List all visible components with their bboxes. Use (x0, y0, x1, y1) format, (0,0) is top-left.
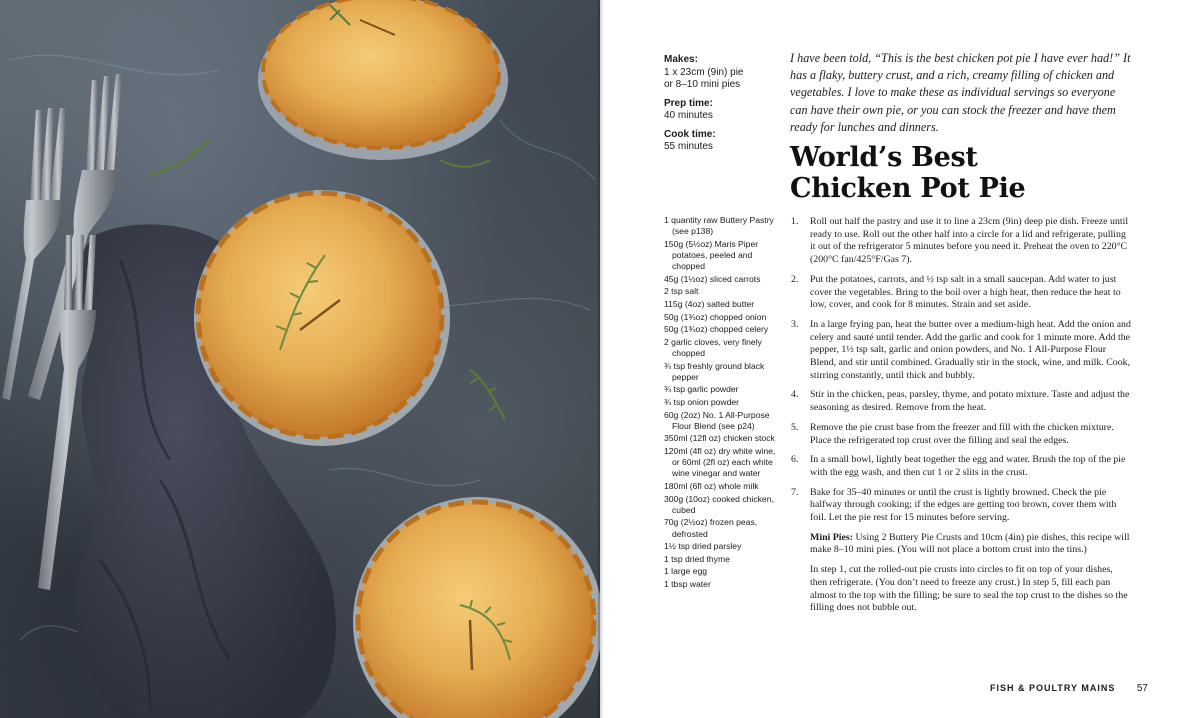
ingredient-item: ¾ tsp freshly ground black pepper (664, 360, 765, 382)
mini-pies-note (791, 532, 1131, 557)
makes-block (664, 54, 774, 92)
method-step (791, 319, 1131, 383)
page-gutter (598, 0, 604, 718)
ingredients-list (664, 215, 776, 592)
step-text: In a large frying pan, heat the butter over a medium-high heat. Add the onion and celery and sauté until tender. Add the garlic and cook for 1 minute more. Add the pepper, 1½ tsp salt, garlic and onion powders, and No. 1 All-Purpose Flour Blend, and stir until combined. Gradually stir in the stock, wine, and milk. Cook, stirring constantly, until thick and bubbly. (810, 318, 1131, 381)
method-step (791, 389, 1131, 414)
recipe-title: World’s Best Chicken Pot Pie (790, 142, 1026, 204)
ingredient-item: 1 tsp dried thyme (664, 553, 730, 564)
mini-pies-instructions: In step 1, cut the rolled-out pie crusts into circles to fit on top of your dishes, then refrigerate. (You don’t need to freeze any crust.) In step 5, fill each pan almost to the top with the filling; be sure to seal the top crust to the dishes so the filling does not bubble out. (810, 564, 1128, 614)
pot-pie-middle (194, 190, 450, 446)
step-text: Remove the pie crust base from the freezer and fill with the chicken mixture. Place the refrigerated top crust over the filling and seal the edges. (810, 421, 1114, 446)
pot-pie-top (258, 0, 508, 160)
method-step (791, 274, 1131, 312)
ingredient-item: 120ml (4fl oz) dry white wine, or 60ml (2fl oz) each white wine vinegar and water (664, 445, 776, 479)
makes-value: 1 x 23cm (9in) pie or 8–10 mini pies (664, 66, 744, 90)
section-name: FISH & POULTRY MAINS (990, 683, 1116, 693)
ingredient-item: 45g (1½oz) sliced carrots (664, 273, 761, 284)
method-step (791, 422, 1131, 447)
ingredient-item: 350ml (12fl oz) chicken stock (664, 433, 775, 444)
ingredient-item: 1 quantity raw Buttery Pastry (see p138) (664, 215, 774, 237)
step-text: Put the potatoes, carrots, and ½ tsp salt in a small saucepan. Add water to just cover the vegetables. Bring to the boil over a high heat, then reduce the heat to low, cover, and cook for 8 minutes. Strain and set aside. (810, 273, 1121, 311)
pot-pie-bottom (353, 497, 600, 718)
cook-value: 55 minutes (664, 141, 713, 152)
method-step (791, 454, 1131, 479)
ingredient-item: 300g (10oz) cooked chicken, cubed (664, 493, 774, 515)
method-step (791, 216, 1131, 267)
step-number: 4. (791, 389, 799, 401)
makes-label: Makes: (664, 54, 698, 65)
step-text: Stir in the chicken, peas, parsley, thyme, and potato mixture. Taste and adjust the seasoning as desired. Remove from the heat. (810, 389, 1130, 414)
step-text: In a small bowl, lightly beat together the egg and water. Brush the top of the pie with the egg wash, and then cut 1 or 2 slits in the crust. (810, 454, 1126, 478)
step-number: 5. (791, 421, 799, 433)
step-number: 7. (791, 486, 799, 498)
ingredient-item: 150g (5½oz) Maris Piper potatoes, peeled and chopped (664, 238, 759, 272)
step-number: 2. (791, 273, 799, 285)
step-text: Bake for 35–40 minutes or until the crust is lightly browned. Check the pie halfway through cooking; if the edges are getting too brown, cover them with foil. Let the pie rest for 15 minutes before serving. (810, 486, 1117, 524)
ingredient-item: 1½ tsp dried parsley (664, 541, 742, 552)
ingredient-item: 2 tsp salt (664, 286, 699, 297)
step-number: 3. (791, 318, 799, 330)
mini-pies-label: Mini Pies: (810, 531, 854, 543)
mini-pies-text: Using 2 Buttery Pie Crusts and 10cm (4in) pie dishes, this recipe will make 8–10 mini pies. (You will not place a bottom crust into the tins.) (810, 531, 1130, 556)
ingredient-item: 1 tbsp water (664, 578, 711, 589)
ingredient-item: 115g (4oz) salted butter (664, 298, 755, 309)
page-footer (990, 683, 1148, 694)
ingredient-item: 1 large egg (664, 566, 708, 577)
method-steps (791, 216, 1131, 622)
cook-label: Cook time: (664, 128, 716, 140)
step-text: Roll out half the pastry and use it to line a 23cm (9in) deep pie dish. Freeze until ready to use. Roll out the other half into a circle for a lid and refrigerate, pulling it out of the refrigerator 5 minutes before you need it. Preheat the oven to 220°C (200°C fan/425°F/Gas 7). (810, 216, 1129, 266)
ingredient-item: ¾ tsp garlic powder (664, 384, 739, 395)
ingredient-item: ¾ tsp onion powder (664, 396, 740, 407)
prep-value: 40 minutes (664, 110, 713, 121)
prep-block (664, 98, 774, 123)
prep-label: Prep time: (664, 97, 713, 109)
ingredient-item: 60g (2oz) No. 1 All-Purpose Flour Blend (see p24) (664, 409, 770, 431)
recipe-meta (664, 54, 774, 160)
step-number: 1. (791, 216, 799, 227)
ingredient-item: 180ml (6fl oz) whole milk (664, 480, 759, 491)
cook-block (664, 129, 774, 154)
ingredient-item: 2 garlic cloves, very finely chopped (664, 336, 762, 358)
ingredient-item: 70g (2½oz) frozen peas, defrosted (664, 517, 758, 539)
fork-1 (2, 108, 66, 400)
page-number: 57 (1136, 683, 1148, 694)
ingredient-item: 50g (1¾oz) chopped onion (664, 311, 767, 322)
ingredient-item: 50g (1¾oz) chopped celery (664, 324, 769, 335)
method-step (791, 487, 1131, 525)
step-number: 6. (791, 454, 799, 466)
recipe-intro: I have been told, “This is the best chicken pot pie I have ever had!” It has a flaky, buttery crust, and a rich, creamy filling of chicken and vegetables. I love to make these as individual servings so everyone can have their own pie, or you can stock the freezer and have them ready for lunches and dinners. (790, 51, 1131, 134)
